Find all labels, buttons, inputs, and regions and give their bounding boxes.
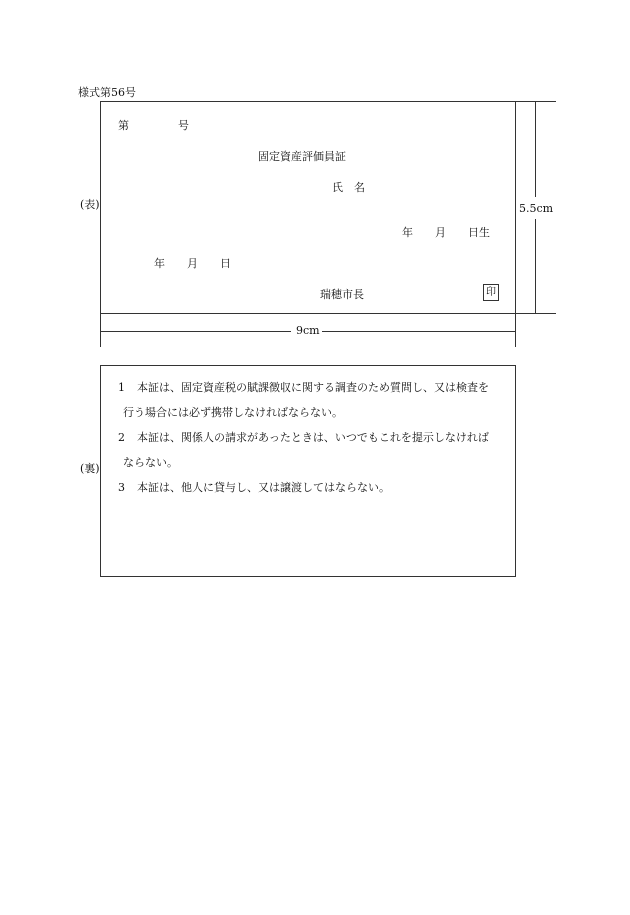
birth-date: 年 月 日生 [402, 226, 490, 239]
front-side-label: (表) [80, 198, 100, 211]
front-card [100, 101, 516, 314]
back-item-2-number: 2 [118, 431, 125, 444]
back-card [100, 365, 516, 577]
back-side-label: (裏) [80, 462, 100, 475]
width-dimension-label: 9cm [296, 324, 320, 337]
height-dim-line-upper [535, 101, 536, 197]
certificate-number-suffix: 号 [178, 119, 189, 132]
back-item-1-line-2: 行う場合には必ず携帯しなければならない。 [123, 406, 343, 419]
height-dimension-label: 5.5cm [519, 202, 554, 215]
form-number: 様式第56号 [78, 86, 136, 99]
certificate-title: 固定資産評価員証 [258, 150, 346, 163]
back-item-1-number: 1 [118, 381, 125, 394]
issuer-name: 瑞穂市長 [320, 288, 364, 301]
back-item-2-line-1: 本証は、関係人の請求があったときは、いつでもこれを提示しなければ [137, 431, 489, 444]
name-label: 氏 名 [332, 181, 365, 194]
back-item-1-line-1: 本証は、固定資産税の賦課徴収に関する調査のため質問し、又は検査を [137, 381, 489, 394]
width-dim-line-left [100, 331, 291, 332]
certificate-number-prefix: 第 [118, 119, 129, 132]
back-item-2-line-2: ならない。 [123, 456, 178, 469]
width-dim-right-extension [515, 313, 516, 347]
issue-date: 年 月 日 [154, 257, 231, 270]
back-item-3-number: 3 [118, 481, 125, 494]
width-dim-left-extension [100, 313, 101, 347]
width-dim-line-right [322, 331, 516, 332]
seal-mark: 印 [483, 284, 499, 301]
back-item-3-line-1: 本証は、他人に貸与し、又は譲渡してはならない。 [137, 481, 390, 494]
height-dim-line-lower [535, 219, 536, 314]
